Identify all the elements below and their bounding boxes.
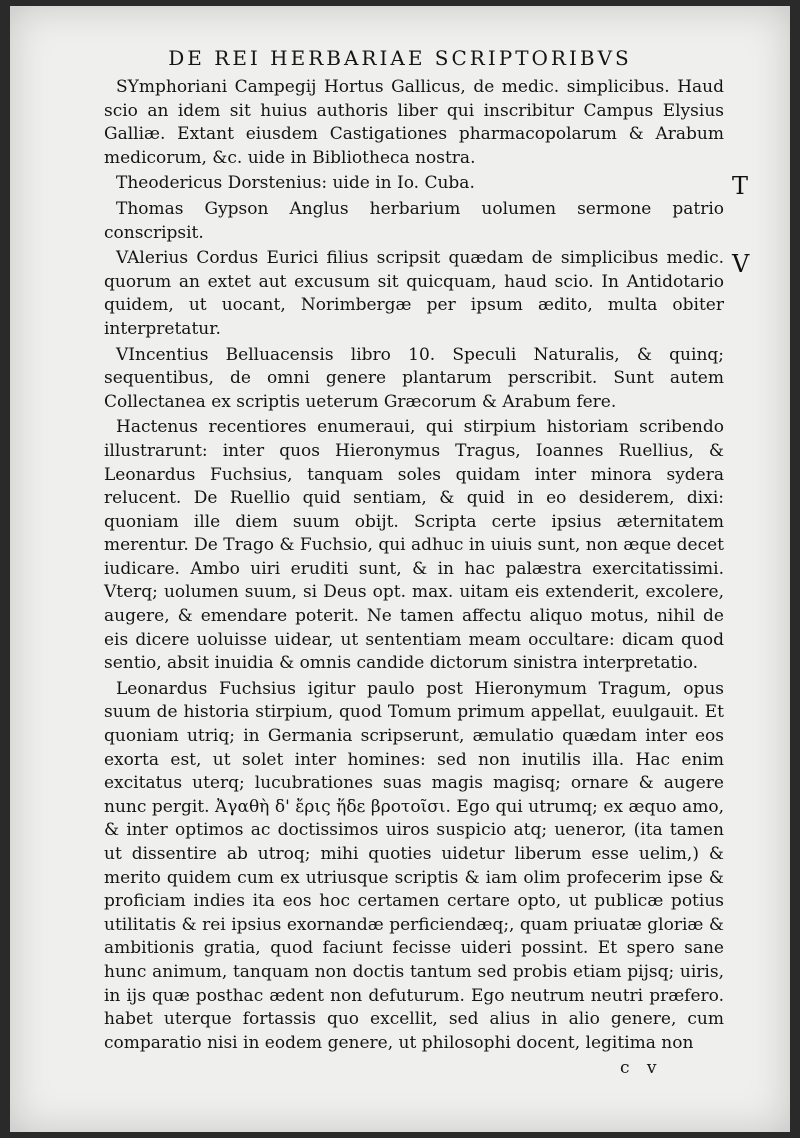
paragraph-campegius: SYmphoriani Campegij Hortus Gallicus, de medic. simplicibus. Haud scio an idem sit huius authoris liber qui inscribitur Campus Elysius Galliæ. Extant eiusdem Castigationes pharmacopolarum & Arabum medicorum, &c. uide in Bibliotheca nostra. [104, 77, 724, 168]
paragraph-gypson: Thomas Gypson Anglus herbarium uolumen sermone patrio conscripsit. [104, 198, 724, 243]
running-header: DE REI HERBARIAE SCRIPTORIBVS [168, 46, 632, 70]
paragraph-hactenus: Hactenus recentiores enumeraui, qui stirpium historiam scribendo illustrarunt: inter quos Hieronymus Tragus, Ioannes Ruellius, & Leonardus Fuchsius, tanquam soles quidam inter minora sydera relucent. De Ruellio quid sentiam, & quid in eo desiderem, dixi: quoniam ille diem suum obijt. Scripta certe ipsius æternitatem merentur. De Trago & Fuchsio, qui adhuc in uiuis sunt, non æque decet iudicare. Ambo uiri eruditi sunt, & in hac palæstra exercitatissimi. Vterq; uolumen suum, si Deus opt. max. uitam eis extenderit, excolere, augere, & emendare poterit. Ne tamen affectu aliquo motus, nihil de eis dicere uoluisse uidear, ut sententiam meam occultare: dicam quod sentio, absit inuidia & omnis candide dictorum sinistra interpretatio. [104, 417, 724, 674]
book-page [10, 6, 790, 1132]
paragraph-cordus: VAlerius Cordus Eurici filius scripsit quædam de simplicibus medic. quorum an extet aut excusum sit quicquam, haud scio. In Antidotario quidem, ut uocant, Norimbergæ per ipsum ædito, multa obiter interpretatur. [104, 248, 724, 339]
margin-letter-t: T [732, 172, 749, 200]
paragraph-dorstenius: Theodericus Dorstenius: uide in Io. Cuba. [116, 173, 475, 194]
page-body [104, 76, 724, 1057]
margin-letter-v: V [732, 250, 750, 278]
paragraph-belluacensis: VIncentius Belluacensis libro 10. Speculi Naturalis, & quinq; sequentibus, de omni genere plantarum perscribit. Sunt autem Collectanea ex scriptis ueterum Græcorum & Arabum fere. [104, 344, 724, 412]
catchword: c v [620, 1058, 663, 1078]
paragraph-fuchsius: Leonardus Fuchsius igitur paulo post Hieronymum Tragum, opus suum de historia stirpium, quod Tomum primum appellat, euulgauit. Et quoniam utriq; in Germania scripserunt, æmulatio quædam inter eos exorta est, ut solet inter homines: sed non inutilis illa. Hac enim excitatus uterq; lucubrationes suas magis magisq; ornare & augere nunc pergit. Ἀγαθὴ δ' ἔρις ἥδε βροτοῖσι. Ego qui utrumq; ex æquo amo, & inter optimos ac doctissimos uiros suspicio atq; ueneror, (ita tamen ut dissentire ab utroq; mihi quoties uidetur liberum esse uelim,) & merito quidem cum ex utriusque scriptis & iam olim profecerim ipse & proficiam indies ita eos hoc certamen certare opto, ut publicæ potius utilitatis & rei ipsius exornandæ perficiendæq;, quam priuatæ gloriæ & ambitionis gratia, quod faciunt fecisse uideri possint. Et spero sane hunc animum, tanquam non doctis tantum sed probis etiam pijsq; uiris, in ijs quæ posthac ædent non defuturum. Ego neutrum neutri præfero. habet uterque fortassis quo excellit, sed alius in alio genere, cum comparatio nisi in eodem genere, ut philosophi docent, legitima non [104, 678, 724, 1053]
